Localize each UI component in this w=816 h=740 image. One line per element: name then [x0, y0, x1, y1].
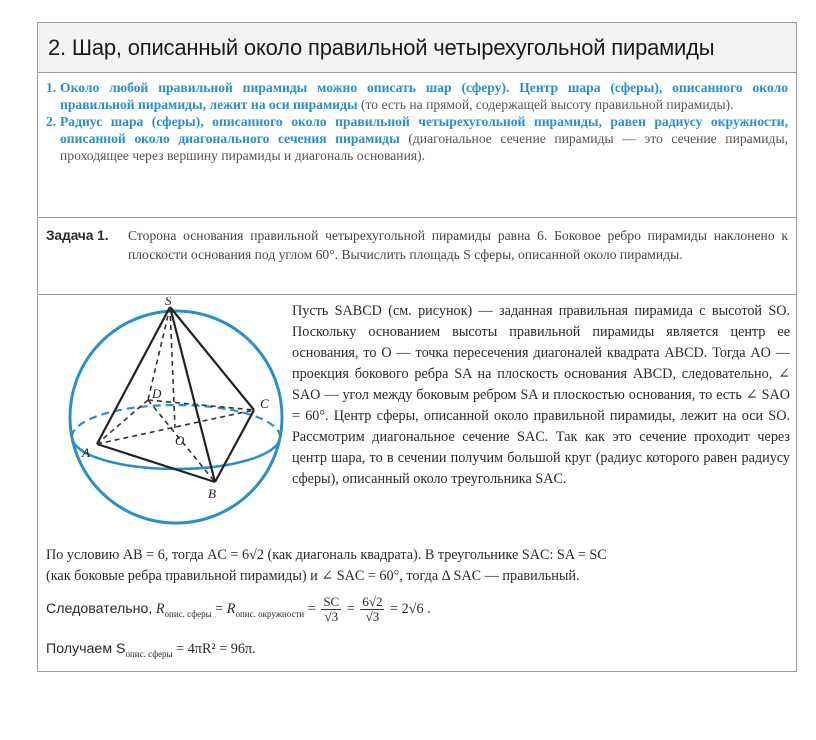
content-frame: [37, 22, 797, 672]
result-label: Получаем S: [46, 641, 126, 657]
solution-line-1: По условию AB = 6, тогда AC = 6√2 (как диагональ квадрата). В треугольнике SAC: SA = SC: [46, 547, 607, 563]
task-block: [38, 218, 796, 295]
fact-number: 2.: [46, 114, 57, 129]
s-subscript: опис. сферы: [125, 649, 173, 659]
edge-BC: [215, 410, 254, 482]
fraction-sc-sqrt3: [321, 595, 341, 624]
r-symbol: R: [155, 600, 165, 617]
label-O: O: [175, 433, 185, 448]
r-sphere-subscript: опис. сферы: [164, 608, 212, 619]
r-symbol-2: R: [226, 600, 236, 617]
fact-plain-text: (то есть на прямой, содержащей высоту правильной пирамиды).: [357, 97, 734, 112]
label-C: C: [260, 396, 269, 411]
fraction-denominator: √3: [365, 609, 380, 624]
label-B: B: [208, 486, 216, 501]
fraction-numerator: 6√2: [362, 594, 383, 609]
solution-line-4: [46, 639, 790, 665]
r-circle-subscript: опис. окружности: [235, 608, 305, 619]
edge-SA: [97, 307, 170, 444]
fraction-numerator: SC: [323, 594, 340, 609]
section-title-bar: [38, 23, 796, 73]
edge-DA: [97, 400, 148, 444]
fact-bold-text: Около любой правильной пирамиды можно описать шар (сферу). Центр шара (сферы), описанного около правильной пирамиды, лежит на оси пирамиды: [60, 80, 788, 112]
label-A: A: [82, 445, 90, 460]
facts-block: [38, 73, 796, 218]
edge-DC: [148, 400, 254, 410]
therefore-label: Следовательно,: [46, 600, 153, 617]
fact-bold-text: Радиус шара (сферы), описанного около правильной четырехугольной пирамиды, равен радиусу окружности, описанной около диагонального сечения пирамиды: [60, 114, 788, 146]
task-label: Задача 1.: [46, 228, 109, 243]
pyramid-in-sphere-figure: [54, 297, 294, 527]
fact-2: [46, 113, 788, 164]
solution-line-2: (как боковые ребра правильной пирамиды) и ∠ SAC = 60°, тогда Δ SAC — правильный.: [46, 568, 580, 584]
label-D: D: [152, 386, 162, 401]
task-text: Сторона основания правильной четырехугольной пирамиды равна 6. Боковое ребро пирамиды наклонено к плоскости основания под углом 60°. Вычислить площадь S сферы, описанной около пирамиды.: [128, 228, 788, 262]
result-area: = 4πR² = 96π.: [176, 641, 256, 657]
label-S: S: [165, 297, 172, 308]
solution-line-3: Следовательно, $R_{опис. сферы} = R_{опис. окружности}$ = $\frac{SC}{√3}$ = $\frac{6√2}{√3}$ = 2√6 .: [46, 594, 431, 624]
fact-1: [46, 79, 788, 113]
fact-plain-text: (диагональное сечение пирамиды — это сечение пирамиды, проходящее через вершину пирамиды и диагональ основания).: [60, 131, 789, 163]
solution-block: [38, 295, 796, 671]
fraction-6sqrt2-sqrt3: [360, 595, 384, 624]
result-radius: = 2√6 .: [390, 600, 431, 617]
section-title: 2. Шар, описанный около правильной четырехугольной пирамиды: [48, 34, 715, 60]
fact-number: 1.: [46, 80, 57, 95]
solution-text: Пусть SABCD (см. рисунок) — заданная правильная пирамида с высотой SO. Поскольку основанием высоты правильной пирамиды является центр ее основания, то O — точка пересечения диагоналей квадрата ABCD. Тогда AO — проекция бокового ребра SA на плоскость основания ABCD, следовательно, ∠ SAO — угол между боковым ребром SA и плоскостью основания, то есть ∠ SAO = 60°. Центр сферы, описанной около правильной пирамиды, лежит на оси SO. Рассмотрим диагональное сечение SAC. Так как это сечение проходит через центр шара, то в сечении получим большой круг (радиус которого равен радиусу сферы), описанный около треугольника SAC.: [292, 303, 790, 487]
fraction-denominator: √3: [324, 609, 339, 624]
